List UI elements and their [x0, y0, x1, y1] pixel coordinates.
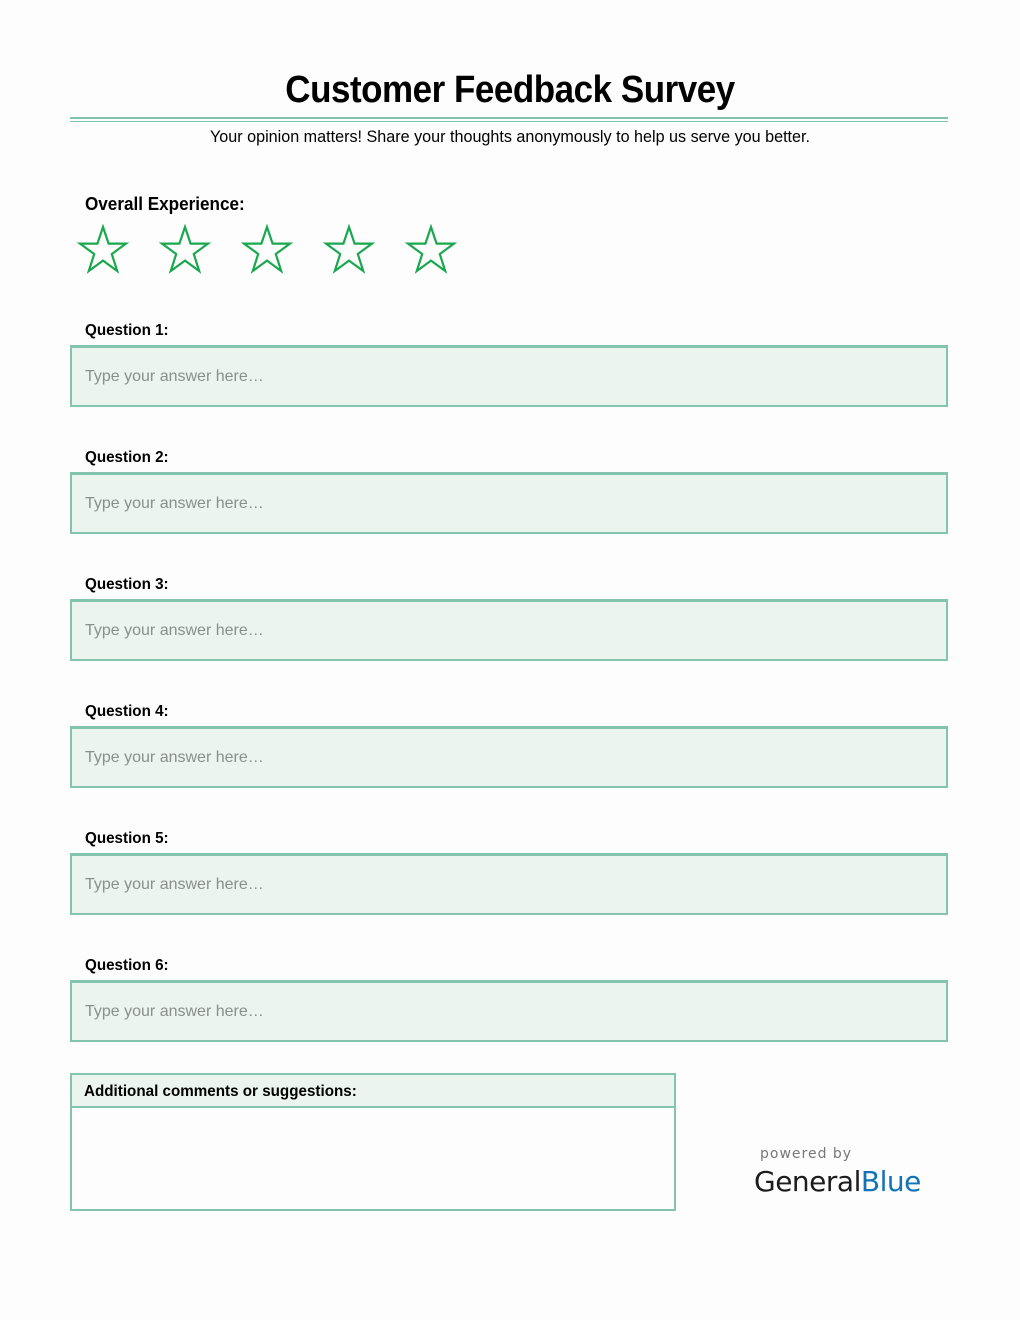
page-title: Customer Feedback Survey	[285, 69, 735, 111]
additional-comments-header	[72, 1075, 674, 1108]
star-icon-3[interactable]	[240, 224, 294, 274]
question-3-label: Question 3:	[85, 576, 169, 593]
question-5-label: Question 5:	[85, 830, 169, 847]
logo-general-text: General	[754, 1165, 861, 1198]
star-icon-5[interactable]	[404, 224, 458, 274]
question-1-label: Question 1:	[85, 322, 169, 339]
additional-comments-label: Additional comments or suggestions:	[84, 1083, 357, 1100]
title-divider	[70, 117, 948, 119]
generalblue-logo	[754, 1164, 921, 1200]
star-rating	[76, 224, 458, 274]
star-icon-1[interactable]	[76, 224, 130, 274]
star-icon-2[interactable]	[158, 224, 212, 274]
star-icon-4[interactable]	[322, 224, 376, 274]
title-divider-secondary	[70, 121, 948, 122]
question-4-answer-field[interactable]	[70, 726, 948, 788]
question-5-answer-field[interactable]	[70, 853, 948, 915]
question-2-label: Question 2:	[85, 449, 169, 466]
overall-experience-label: Overall Experience:	[85, 194, 245, 214]
question-4-label: Question 4:	[85, 703, 169, 720]
powered-by-text: powered by	[760, 1146, 853, 1162]
page-subtitle: Your opinion matters! Share your thoughts anonymously to help us serve you better.	[209, 127, 811, 146]
question-6-answer-field[interactable]	[70, 980, 948, 1042]
question-1-answer-field[interactable]	[70, 345, 948, 407]
logo-blue-text: Blue	[860, 1165, 921, 1198]
additional-comments-textarea[interactable]	[72, 1108, 674, 1209]
question-6-label: Question 6:	[85, 957, 169, 974]
question-3-answer-field[interactable]	[70, 599, 948, 661]
question-2-answer-field[interactable]	[70, 472, 948, 534]
additional-comments-box	[70, 1073, 676, 1211]
